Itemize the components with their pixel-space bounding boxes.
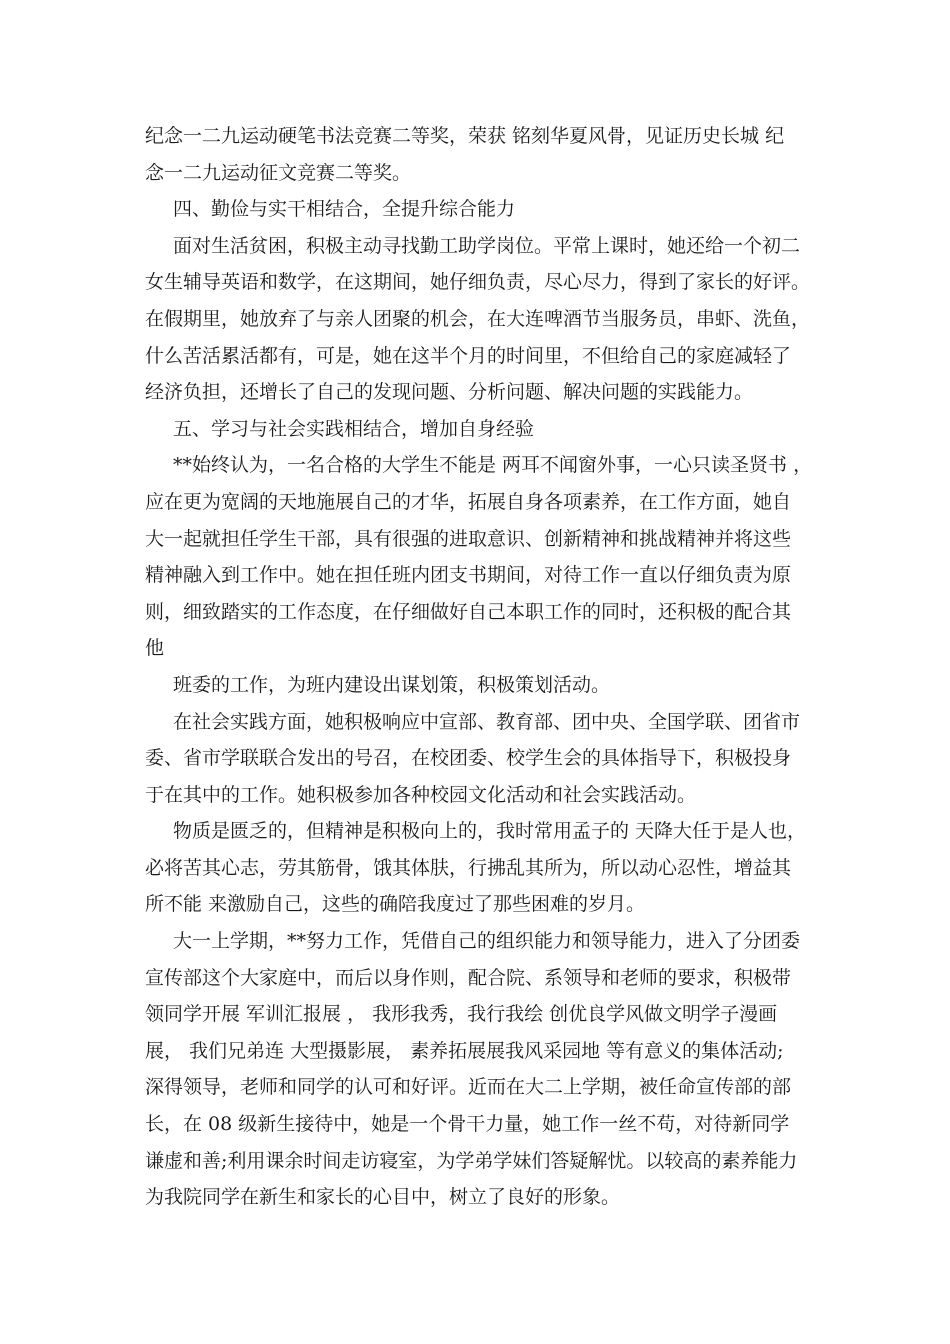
text-line: 在假期里，她放弃了与亲人团聚的机会，在大连啤酒节当服务员，串虾、洗鱼，: [145, 307, 811, 330]
text-line: 宣传部这个大家庭中，而后以身作则，配合院、系领导和老师的要求，积极带: [145, 966, 792, 989]
text-line: 纪念一二九运动硬笔书法竞赛二等奖，荣获 铭刻华夏风骨，见证历史长城 纪: [145, 125, 785, 147]
text-line: 必将苦其心志，劳其筋骨，饿其体肤，行拂乱其所为，所以动心忍性，增益其: [145, 856, 792, 879]
text-line: 在社会实践方面，她积极响应中宣部、教育部、团中央、全国学联、团省市: [173, 710, 801, 733]
text-line: 则，细致踏实的工作态度，在仔细做好自己本职工作的同时，还积极的配合其: [145, 600, 792, 623]
text-line: 所不能 来激励自己，这些的确陪我度过了那些困难的岁月。: [145, 893, 646, 916]
text-line: 展， 我们兄弟连 大型摄影展， 素养拓展展我风采园地 等有意义的集体活动;: [145, 1039, 784, 1062]
text-line: 大一上学期，**努力工作，凭借自己的组织能力和领导能力，进入了分团委: [173, 930, 801, 953]
text-line: 领同学开展 军训汇报展 ， 我形我秀，我行我绘 创优良学风做文明学子漫画: [145, 1003, 778, 1026]
text-line: 物质是匮乏的，但精神是积极向上的，我时常用孟子的 天降大任于是人也，: [173, 820, 807, 843]
text-line: 什么苦活累活都有，可是，她在这半个月的时间里，不但给自己的家庭减轻了: [145, 344, 792, 367]
text-line: 念一二九运动征文竞赛二等奖。: [145, 161, 412, 184]
text-line: 经济负担，还增长了自己的发现问题、分析问题、解决问题的实践能力。: [145, 381, 754, 404]
text-line: 精神融入到工作中。她在担任班内团支书期间，对待工作一直以仔细负责为原: [145, 564, 792, 587]
text-line: 大一起就担任学生干部，具有很强的进取意识、创新精神和挑战精神并将这些: [145, 527, 792, 550]
text-line: 他: [145, 637, 165, 660]
text-line: 面对生活贫困，积极主动寻找勤工助学岗位。平常上课时，她还给一个初二: [173, 234, 801, 257]
section-heading: 五、学习与社会实践相结合，增加自身经验: [173, 417, 535, 440]
text-line: 深得领导，老师和同学的认可和好评。近而在大二上学期，被任命宣传部的部: [145, 1076, 792, 1099]
text-line: 于在其中的工作。她积极参加各种校园文化活动和社会实践活动。: [145, 783, 697, 806]
text-line: 谦虚和善;利用课余时间走访寝室，为学弟学妹们答疑解忧。以较高的素养能力: [145, 1149, 798, 1172]
text-line: 女生辅导英语和数学，在这期间，她仔细负责，尽心尽力，得到了家长的好评。: [145, 271, 811, 294]
text-line: 应在更为宽阔的天地施展自己的才华，拓展自身各项素养，在工作方面，她自: [145, 490, 792, 513]
document-body: [145, 118, 813, 1216]
text-line: **始终认为，一名合格的大学生不能是 两耳不闻窗外事，一心只读圣贤书 ，: [173, 454, 813, 477]
text-line: 长，在 08 级新生接待中，她是一个骨干力量，她工作一丝不苟，对待新同学: [145, 1113, 790, 1136]
text-line: 为我院同学在新生和家长的心目中，树立了良好的形象。: [145, 1186, 621, 1209]
section-heading: 四、勤俭与实干相结合，全提升综合能力: [173, 198, 516, 221]
text-line: 班委的工作，为班内建设出谋划策，积极策划活动。: [173, 673, 611, 696]
text-line: 委、省市学联联合发出的号召，在校团委、校学生会的具体指导下，积极投身: [145, 747, 792, 770]
